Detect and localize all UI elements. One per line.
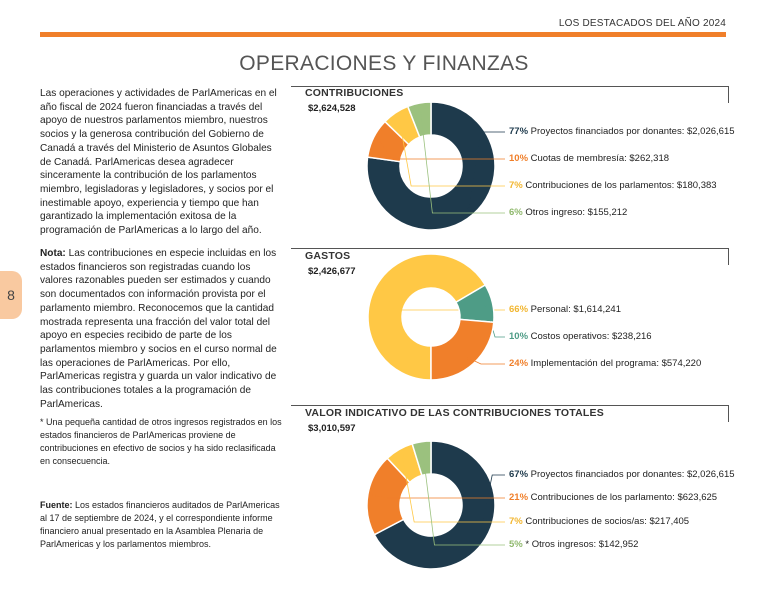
donut-slice-1-2 xyxy=(431,319,494,380)
legend-percent: 10% xyxy=(509,331,529,342)
legend-percent: 66% xyxy=(509,304,529,315)
legend-label: Implementación del programa: $574,220 xyxy=(528,358,702,369)
contribuciones-title: CONTRIBUCIONES xyxy=(305,87,404,99)
legend-percent: 5% xyxy=(509,539,523,550)
legend-percent: 67% xyxy=(509,469,529,480)
leader-dot-2-3 xyxy=(421,447,424,450)
footnote: * Una pequeña cantidad de otros ingresos registrados en los estados financieros de ParlAmericas proviene de contribuciones en efectivo de socios y ha sido reclasificada en consecuencia. xyxy=(40,417,282,466)
leader-dot-0-0 xyxy=(467,208,470,211)
legend-percent: 24% xyxy=(509,358,529,369)
legend-row-0-2 xyxy=(509,180,717,191)
gastos-total: $2,426,677 xyxy=(308,266,356,277)
legend-label: Contribuciones de socios/as: $217,405 xyxy=(522,516,690,527)
leader-dot-1-0 xyxy=(381,288,384,291)
running-header: LOS DESTACADOS DEL AÑO 2024 xyxy=(558,18,726,29)
leader-dot-1-2 xyxy=(467,357,470,360)
leader-dot-2-1 xyxy=(373,494,376,497)
legend-percent: 10% xyxy=(509,153,529,164)
legend-row-1-2 xyxy=(509,358,701,369)
legend-percent: 7% xyxy=(509,516,523,527)
valor-total: $3,010,597 xyxy=(308,423,356,434)
leader-dot-0-3 xyxy=(419,108,422,111)
legend-row-2-2 xyxy=(509,516,689,527)
legend-label: Proyectos financiados por donantes: $2,026,615 xyxy=(528,126,735,137)
legend-label: Proyectos financiados por donantes: $2,026,615 xyxy=(528,469,735,480)
legend-row-1-0 xyxy=(509,304,621,315)
leader-dot-2-0 xyxy=(479,533,482,536)
legend-row-1-1 xyxy=(509,331,652,342)
page-title: OPERACIONES Y FINANZAS xyxy=(239,52,529,75)
note-label: Nota: xyxy=(40,248,66,259)
leader-dot-2-2 xyxy=(401,454,404,457)
leader-dot-0-1 xyxy=(378,139,381,142)
note-text: Las contribuciones en especie incluidas en los estados financieros son registradas cuando los valores razonables pueden ser estimados y cuando son documentados con información provista por el parlamento miembro. Reconocemos que la cantidad mostrada representa una fracción del valor total del apoyo en especies recibido de parte de los parlamentos miembro y socios en el curso normal de las operaciones de ParlAmericas. Por ello, ParlAmericas registra y guarda un valor indicativo de las contribuciones totales a la programación de ParlAmericas. xyxy=(40,248,277,410)
legend-row-0-1 xyxy=(509,153,669,164)
legend-label: Personal: $1,614,241 xyxy=(528,304,621,315)
legend-row-2-0 xyxy=(509,469,735,480)
source-text: Los estados financieros auditados de ParlAmericas al 17 de septiembre de 2024, y el correspondiente informe financiero anual presentado en la Asamblea Plenaria de ParlAmericas y los parlamentos miembros. xyxy=(40,500,280,549)
legend-label: Contribuciones de los parlamento: $623,625 xyxy=(528,492,718,503)
legend-row-0-0 xyxy=(509,126,735,137)
leader-dot-0-2 xyxy=(398,117,401,120)
legend-percent: 21% xyxy=(509,492,529,503)
source-label: Fuente: xyxy=(40,500,73,510)
legend-label: Contribuciones de los parlamentos: $180,383 xyxy=(522,180,717,191)
gastos-title: GASTOS xyxy=(305,250,351,262)
legend-percent: 7% xyxy=(509,180,523,191)
legend-row-2-3 xyxy=(509,539,638,550)
legend-row-2-1 xyxy=(509,492,717,503)
contribuciones-total: $2,624,528 xyxy=(308,103,356,114)
legend-label: Costos operativos: $238,216 xyxy=(528,331,652,342)
legend-label: Cuotas de membresía: $262,318 xyxy=(528,153,670,164)
legend-percent: 6% xyxy=(509,207,523,218)
valor-title: VALOR INDICATIVO DE LAS CONTRIBUCIONES TOTALES xyxy=(305,407,604,419)
intro-paragraph: Las operaciones y actividades de ParlAmericas en el año fiscal de 2024 fueron financiadas a través del apoyo de nuestros parlamentos miembro, nuestros socios y la generosa contribución del Gobierno de Canadá a través del Ministerio de Asuntos Globales de Canadá. ParlAmericas desea agradecer sinceramente la contribución de los parlamentos miembro, legisladoras y legisladores, y socios por el inestimable apoyo, experiencia y tiempo que han garantizado la implementación exitosa de la programación de ParlAmericas a lo largo del año. xyxy=(40,88,277,237)
legend-label: * Otros ingresos: $142,952 xyxy=(522,539,639,550)
leader-dot-1-1 xyxy=(484,303,487,306)
legend-percent: 77% xyxy=(509,126,529,137)
legend-row-0-3 xyxy=(509,207,627,218)
legend-label: Otros ingreso: $155,212 xyxy=(522,207,628,218)
page-number-tab: 8 xyxy=(0,271,22,319)
